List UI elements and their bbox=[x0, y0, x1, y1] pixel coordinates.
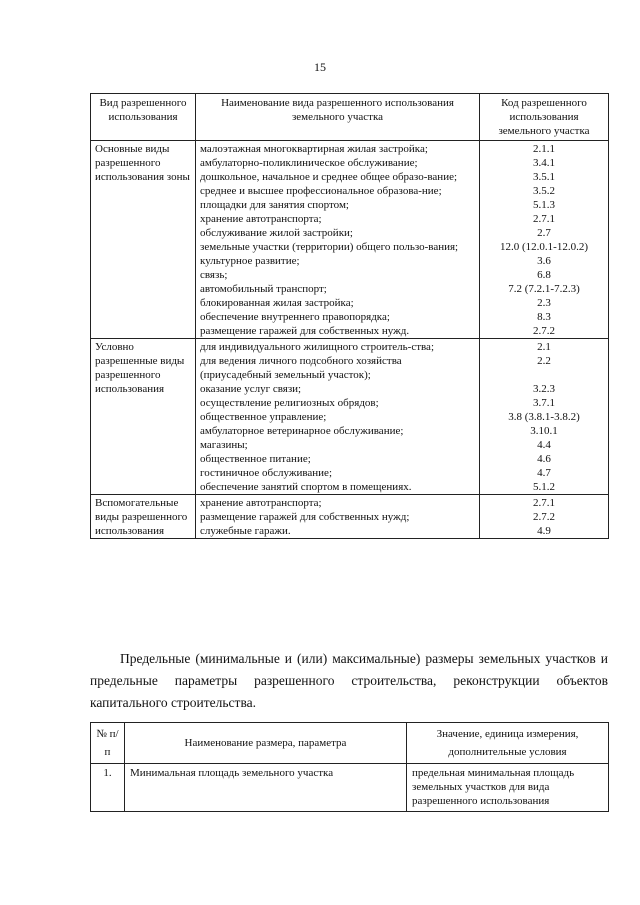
use-name: гостиничное обслуживание; bbox=[196, 466, 480, 480]
use-name: обеспечение внутреннего правопорядка; bbox=[196, 310, 480, 324]
use-code: 4.9 bbox=[480, 524, 609, 539]
use-category: Вспомогательные виды разрешенного использования bbox=[91, 495, 196, 539]
use-name: среднее и высшее профессиональное образова-ние; bbox=[196, 184, 480, 198]
use-category: Основные виды разрешенного использования зоны bbox=[91, 141, 196, 339]
use-name: размещение гаражей для собственных нужд; bbox=[196, 510, 480, 524]
use-code: 12.0 (12.0.1-12.0.2) bbox=[480, 240, 609, 254]
table-row bbox=[91, 141, 609, 157]
use-name: хранение автотранспорта; bbox=[196, 212, 480, 226]
use-code: 3.5.1 bbox=[480, 170, 609, 184]
use-name: культурное развитие; bbox=[196, 254, 480, 268]
use-name: магазины; bbox=[196, 438, 480, 452]
use-code: 4.6 bbox=[480, 452, 609, 466]
table-header-row bbox=[91, 94, 609, 141]
use-code: 3.5.2 bbox=[480, 184, 609, 198]
header-use-type: Вид разрешенного использования bbox=[91, 94, 196, 141]
parameters-header-row bbox=[91, 723, 609, 764]
use-code: 8.3 bbox=[480, 310, 609, 324]
use-code: 6.8 bbox=[480, 268, 609, 282]
use-name: амбулаторно-поликлиническое обслуживание; bbox=[196, 156, 480, 170]
use-name: общественное питание; bbox=[196, 452, 480, 466]
use-code: 2.3 bbox=[480, 296, 609, 310]
use-code: 7.2 (7.2.1-7.2.3) bbox=[480, 282, 609, 296]
use-name: земельные участки (территории) общего пользо-вания; bbox=[196, 240, 480, 254]
use-name: автомобильный транспорт; bbox=[196, 282, 480, 296]
use-code: 4.4 bbox=[480, 438, 609, 452]
table-row bbox=[91, 764, 609, 812]
use-name: обеспечение занятий спортом в помещениях. bbox=[196, 480, 480, 495]
header-parameter-name: Наименование размера, параметра bbox=[125, 723, 407, 764]
use-name: блокированная жилая застройка; bbox=[196, 296, 480, 310]
use-code: 3.6 bbox=[480, 254, 609, 268]
use-name: малоэтажная многоквартирная жилая застройка; bbox=[196, 141, 480, 157]
use-code: 2.7 bbox=[480, 226, 609, 240]
use-code: 2.7.1 bbox=[480, 495, 609, 511]
table-row bbox=[91, 339, 609, 355]
use-name: дошкольное, начальное и среднее общее образо-вание; bbox=[196, 170, 480, 184]
use-name: хранение автотранспорта; bbox=[196, 495, 480, 511]
use-name: общественное управление; bbox=[196, 410, 480, 424]
page-number: 15 bbox=[314, 60, 326, 74]
use-name: служебные гаражи. bbox=[196, 524, 480, 539]
use-name: оказание услуг связи; bbox=[196, 382, 480, 396]
use-category: Условно разрешенные виды разрешенного использования bbox=[91, 339, 196, 495]
table-row bbox=[91, 495, 609, 511]
use-code: 3.8 (3.8.1-3.8.2) bbox=[480, 410, 609, 424]
use-name: обслуживание жилой застройки; bbox=[196, 226, 480, 240]
use-code: 3.4.1 bbox=[480, 156, 609, 170]
use-code: 4.7 bbox=[480, 466, 609, 480]
header-use-name: Наименование вида разрешенного использования земельного участка bbox=[196, 94, 480, 141]
parameter-value: предельная минимальная площадь земельных участков для вида разрешенного использования bbox=[407, 764, 609, 812]
limits-paragraph: Предельные (минимальные и (или) максимальные) размеры земельных участков и предельные параметры разрешенного строительства, реконструкции объектов капитального строительства. bbox=[90, 651, 608, 710]
use-code: 5.1.2 bbox=[480, 480, 609, 495]
use-code: 2.1 bbox=[480, 339, 609, 355]
parameter-name: Минимальная площадь земельного участка bbox=[125, 764, 407, 812]
header-number: № п/п bbox=[91, 723, 125, 764]
header-use-code: Код разрешенного использования земельного участка bbox=[480, 94, 609, 141]
use-code: 3.10.1 bbox=[480, 424, 609, 438]
row-number: 1. bbox=[91, 764, 125, 812]
use-code: 3.7.1 bbox=[480, 396, 609, 410]
use-code: 2.1.1 bbox=[480, 141, 609, 157]
use-code: 2.2 bbox=[480, 354, 609, 382]
use-code: 2.7.1 bbox=[480, 212, 609, 226]
use-code: 3.2.3 bbox=[480, 382, 609, 396]
use-name: для ведения личного подсобного хозяйства (приусадебный земельный участок); bbox=[196, 354, 480, 382]
use-code: 5.1.3 bbox=[480, 198, 609, 212]
parameters-table bbox=[90, 722, 609, 812]
use-name: связь; bbox=[196, 268, 480, 282]
use-name: для индивидуального жилищного строитель-ства; bbox=[196, 339, 480, 355]
use-name: размещение гаражей для собственных нужд. bbox=[196, 324, 480, 339]
use-code: 2.7.2 bbox=[480, 324, 609, 339]
header-parameter-value: Значение, единица измерения, дополнительные условия bbox=[407, 723, 609, 764]
use-name: осуществление религиозных обрядов; bbox=[196, 396, 480, 410]
permitted-use-table bbox=[90, 93, 609, 539]
use-code: 2.7.2 bbox=[480, 510, 609, 524]
use-name: амбулаторное ветеринарное обслуживание; bbox=[196, 424, 480, 438]
use-name: площадки для занятия спортом; bbox=[196, 198, 480, 212]
